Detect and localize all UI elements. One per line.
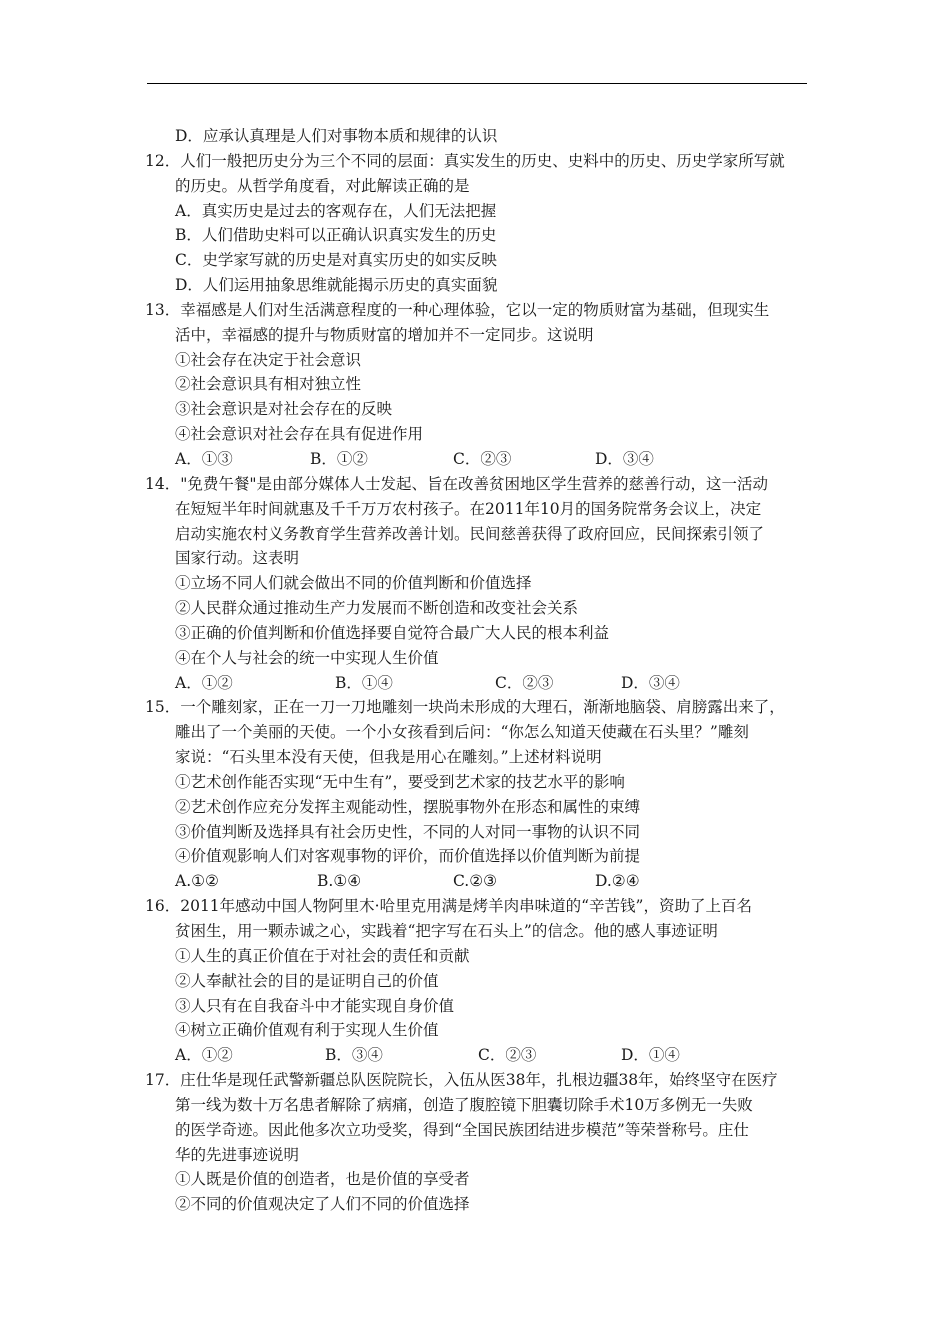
q12-option-d: D．人们运用抽象思维就能揭示历史的真实面貌 (175, 276, 498, 295)
q15-item-2: ②艺术创作应充分发挥主观能动性，摆脱事物外在形态和属性的束缚 (175, 797, 641, 816)
q17-stem-line-1: 17．庄仕华是现任武警新疆总队医院院长，入伍从医38年，扎根边疆38年，始终坚守在医疗 (145, 1071, 778, 1090)
q17-item-1: ①人既是价值的创造者，也是价值的享受者 (175, 1170, 470, 1189)
q17-item-2: ②不同的价值观决定了人们不同的价值选择 (175, 1195, 470, 1214)
q14-stem-line-2: 在短短半年时间就惠及千千万万农村孩子。在2011年10月的国务院常务会议上，决定 (175, 499, 762, 518)
q16-item-2: ②人奉献社会的目的是证明自己的价值 (175, 971, 439, 990)
q13-choice-a: A．①③ (175, 449, 233, 468)
q15-choices (145, 869, 810, 894)
header-rule (147, 83, 807, 84)
q14-stem-line-1: 14．"免费午餐"是由部分媒体人士发起、旨在改善贫困地区学生营养的慈善行动，这一活动 (145, 474, 768, 493)
q12-option-a: A．真实历史是过去的客观存在，人们无法把握 (175, 201, 497, 220)
q14-item-1: ①立场不同人们就会做出不同的价值判断和价值选择 (175, 574, 532, 593)
q13-stem-line-2: 活中，幸福感的提升与物质财富的增加并不一定同步。这说明 (175, 325, 594, 344)
q12-stem-line-1: 12．人们一般把历史分为三个不同的层面：真实发生的历史、史料中的历史、历史学家所写就 (145, 151, 785, 170)
q16-choice-a: A．①② (175, 1046, 233, 1065)
q16-item-3: ③人只有在自我奋斗中才能实现自身价值 (175, 996, 455, 1015)
q13-item-4: ④社会意识对社会存在具有促进作用 (175, 425, 424, 444)
q14-choice-c: C．②③ (495, 673, 554, 692)
q14-choices (145, 671, 810, 696)
q15-stem-line-3: 家说：“石头里本没有天使，但我是用心在雕刻。”上述材料说明 (175, 748, 602, 767)
q12-option-b: B．人们借助史料可以正确认识真实发生的历史 (175, 226, 497, 245)
q11-option-d: D．应承认真理是人们对事物本质和规律的认识 (175, 127, 498, 145)
q15-choice-b: B.①④ (317, 872, 362, 891)
q13-choice-c: C．②③ (453, 449, 512, 468)
q15-choice-c: C.②③ (453, 872, 498, 891)
q17-stem-line-4: 华的先进事迹说明 (175, 1145, 300, 1164)
q13-item-2: ②社会意识具有相对独立性 (175, 375, 362, 394)
q15-item-4: ④价值观影响人们对客观事物的评价，而价值选择以价值判断为前提 (175, 847, 641, 866)
q16-stem-line-1: 16．2011年感动中国人物阿里木·哈里克用满是烤羊肉串味道的“辛苦钱”，资助了上百名 (145, 897, 752, 916)
q12-option-c: C．史学家写就的历史是对真实历史的如实反映 (175, 251, 497, 270)
exam-content (145, 124, 810, 1217)
q14-stem-line-4: 国家行动。这表明 (175, 549, 300, 568)
q15-item-3: ③价值判断及选择具有社会历史性，不同的人对同一事物的认识不同 (175, 822, 641, 841)
q13-item-1: ①社会存在决定于社会意识 (175, 350, 362, 369)
q14-item-2: ②人民群众通过推动生产力发展而不断创造和改变社会关系 (175, 599, 579, 618)
q15-choice-a: A.①② (175, 872, 219, 891)
q14-choice-a: A．①② (175, 673, 233, 692)
q14-choice-d: D．③④ (621, 673, 680, 692)
q17-stem-line-2: 第一线为数十万名患者解除了病痛，创造了腹腔镜下胆囊切除手术10万多例无一失败 (175, 1095, 753, 1114)
q13-item-3: ③社会意识是对社会存在的反映 (175, 400, 393, 419)
q16-stem-line-2: 贫困生，用一颗赤诚之心，实践着“把字写在石头上”的信念。他的感人事迹证明 (175, 922, 718, 940)
q14-choice-b: B．①④ (335, 673, 393, 692)
q16-choice-b: B．③④ (325, 1046, 383, 1065)
q15-choice-d: D.②④ (595, 872, 640, 891)
q15-stem-line-2: 雕出了一个美丽的天使。一个小女孩看到后问：“你怎么知道天使藏在石头里？”雕刻 (175, 723, 749, 742)
q13-choices (145, 447, 810, 472)
q14-item-3: ③正确的价值判断和价值选择要自觉符合最广大人民的根本利益 (175, 623, 610, 642)
q15-item-1: ①艺术创作能否实现“无中生有”，要受到艺术家的技艺水平的影响 (175, 772, 625, 791)
q17-stem-line-3: 的医学奇迹。因此他多次立功受奖，得到“全国民族团结进步模范”等荣誉称号。庄仕 (175, 1120, 749, 1139)
q14-item-4: ④在个人与社会的统一中实现人生价值 (175, 648, 439, 667)
q15-stem-line-1: 15．一个雕刻家，正在一刀一刀地雕刻一块尚未形成的大理石，渐渐地脑袋、肩膀露出来了， (145, 698, 785, 717)
q16-choices (145, 1043, 810, 1068)
q16-choice-d: D．①④ (621, 1046, 680, 1065)
q14-stem-line-3: 启动实施农村义务教育学生营养改善计划。民间慈善获得了政府回应，民间探索引领了 (175, 524, 765, 543)
q16-item-1: ①人生的真正价值在于对社会的责任和贡献 (175, 946, 470, 965)
q13-choice-d: D．③④ (595, 449, 654, 468)
q13-choice-b: B．①② (310, 449, 368, 468)
q13-stem-line-1: 13．幸福感是人们对生活满意程度的一种心理体验，它以一定的物质财富为基础，但现实生 (145, 300, 770, 319)
q16-choice-c: C．②③ (478, 1046, 537, 1065)
q16-item-4: ④树立正确价值观有利于实现人生价值 (175, 1021, 439, 1040)
q12-stem-line-2: 的历史。从哲学角度看，对此解读正确的是 (175, 176, 470, 195)
